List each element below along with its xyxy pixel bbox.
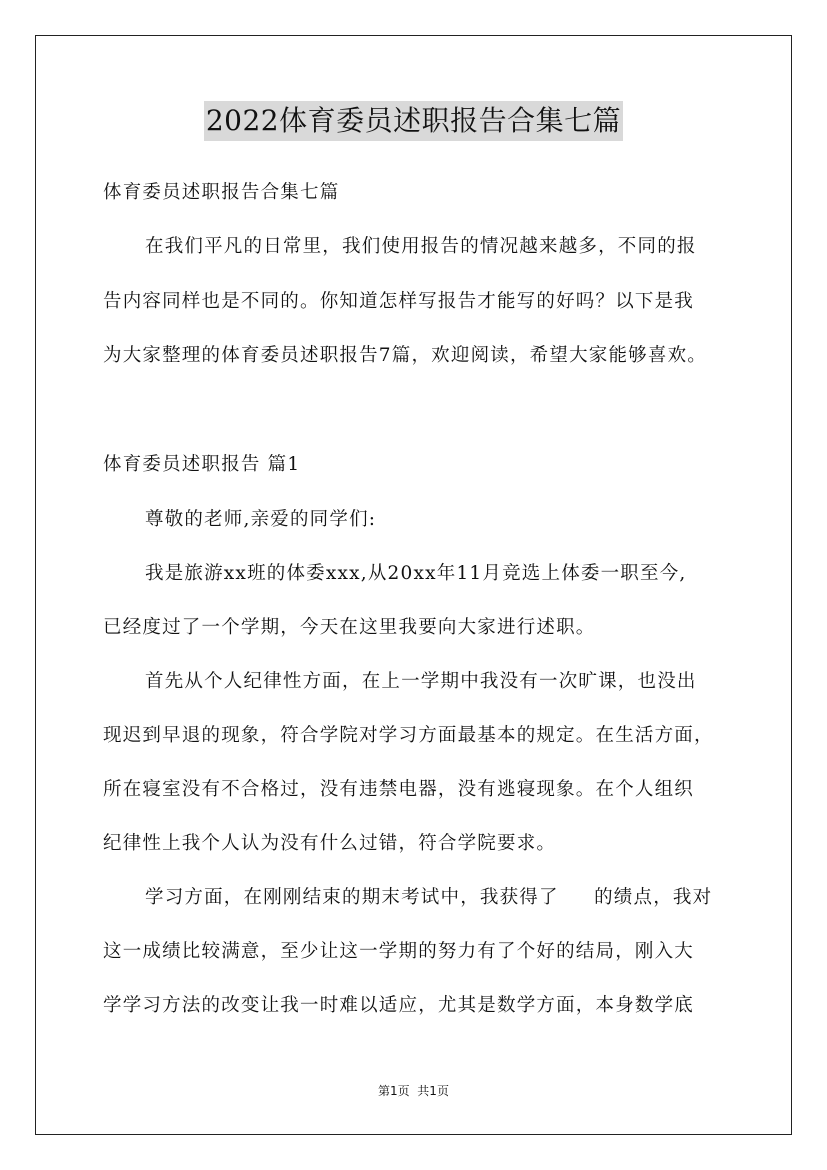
- intro-line: 在我们平凡的日常里，我们使用报告的情况越来越多，不同的报: [145, 236, 697, 257]
- intro-line: 为大家整理的体育委员述职报告7篇，欢迎阅读，希望大家能够喜欢。: [103, 345, 707, 366]
- paragraph-line: 学习方面，在刚刚结束的期末考试中，我获得了 的绩点，我对: [145, 887, 713, 908]
- paragraph-line: 纪律性上我个人认为没有什么过错，符合学院要求。: [103, 833, 557, 854]
- page-number-footer: 第1页 共1页: [378, 1084, 449, 1098]
- paragraph-line: 我是旅游xx班的体委xxx,从20xx年11月竞选上体委一职至今,: [145, 563, 687, 584]
- greeting-line: 尊敬的老师,亲爱的同学们:: [145, 509, 377, 530]
- document-subtitle: 体育委员述职报告合集七篇: [103, 182, 340, 203]
- paragraph-line: 已经度过了一个学期，今天在这里我要向大家进行述职。: [103, 617, 596, 638]
- paragraph-line: 所在寝室没有不合格过，没有违禁电器，没有逃寝现象。在个人组织: [103, 779, 695, 800]
- intro-line: 告内容同样也是不同的。你知道怎样写报告才能写的好吗？以下是我: [103, 291, 695, 312]
- paragraph-line: 这一成绩比较满意，至少让这一学期的努力有了个好的结局，刚入大: [103, 941, 695, 962]
- paragraph-line: 现迟到早退的现象，符合学院对学习方面最基本的规定。在生活方面，: [103, 725, 714, 746]
- paragraph-line: 学学习方法的改变让我一时难以适应，尤其是数学方面，本身数学底: [103, 995, 695, 1016]
- paragraph-line: 首先从个人纪律性方面，在上一学期中我没有一次旷课，也没出: [145, 671, 697, 692]
- document-title: 2022体育委员述职报告合集七篇: [204, 101, 623, 141]
- section-heading: 体育委员述职报告 篇1: [103, 454, 301, 475]
- title-container: [0, 101, 827, 141]
